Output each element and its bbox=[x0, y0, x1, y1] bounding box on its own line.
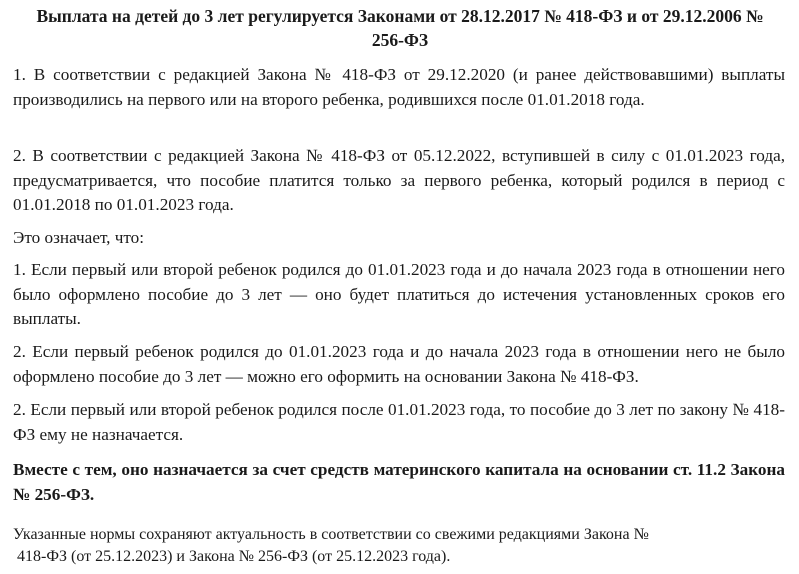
paragraph-case-2: 2. Если первый ребенок родился до 01.01.2023 года и до начала 2023 года в отношении него не было оформлено пособие до 3 лет — можно его оформить на основании Закона № 418-ФЗ. bbox=[13, 342, 785, 386]
note-line-1: Указанные нормы сохраняют актуальность в соответствии со свежими редакциями Закона № bbox=[13, 526, 649, 543]
document-title: Выплата на детей до 3 лет регулируется Законами от 28.12.2017 № 418-ФЗ и от 29.12.2006 № 256-ФЗ bbox=[36, 6, 764, 50]
note-line-2: 418-ФЗ (от 25.12.2023) и Закона № 256-ФЗ (от 25.12.2023 года). bbox=[17, 548, 451, 565]
paragraph-intro: Это означает, что: bbox=[13, 228, 145, 247]
paragraph-case-3: 2. Если первый или второй ребенок родился после 01.01.2023 года, то пособие до 3 лет по закону № 418-ФЗ ему не назначается. bbox=[13, 400, 785, 444]
paragraph-case-1: 1. Если первый или второй ребенок родился до 01.01.2023 года и до начала 2023 года в отношении него было оформлено пособие до 3 лет — оно будет платиться до истечения установленных сроков его выплаты. bbox=[13, 260, 785, 328]
paragraph-emphasis: Вместе с тем, оно назначается за счет средств материнского капитала на основании ст. 11.2 Закона № 256-ФЗ. bbox=[13, 460, 785, 504]
paragraph-2: 2. В соответствии с редакцией Закона № 418-ФЗ от 05.12.2022, вступившей в силу с 01.01.2023 года, предусматривается, что пособие платится только за первого ребенка, который родился в период с 01.01.2018 по 01.01.2023 года. bbox=[13, 146, 785, 214]
paragraph-1: 1. В соответствии с редакцией Закона № 418-ФЗ от 29.12.2020 (и ранее действовавшими) выплаты производились на первого или на второго ребенка, родившихся после 01.01.2018 года. bbox=[13, 65, 785, 109]
